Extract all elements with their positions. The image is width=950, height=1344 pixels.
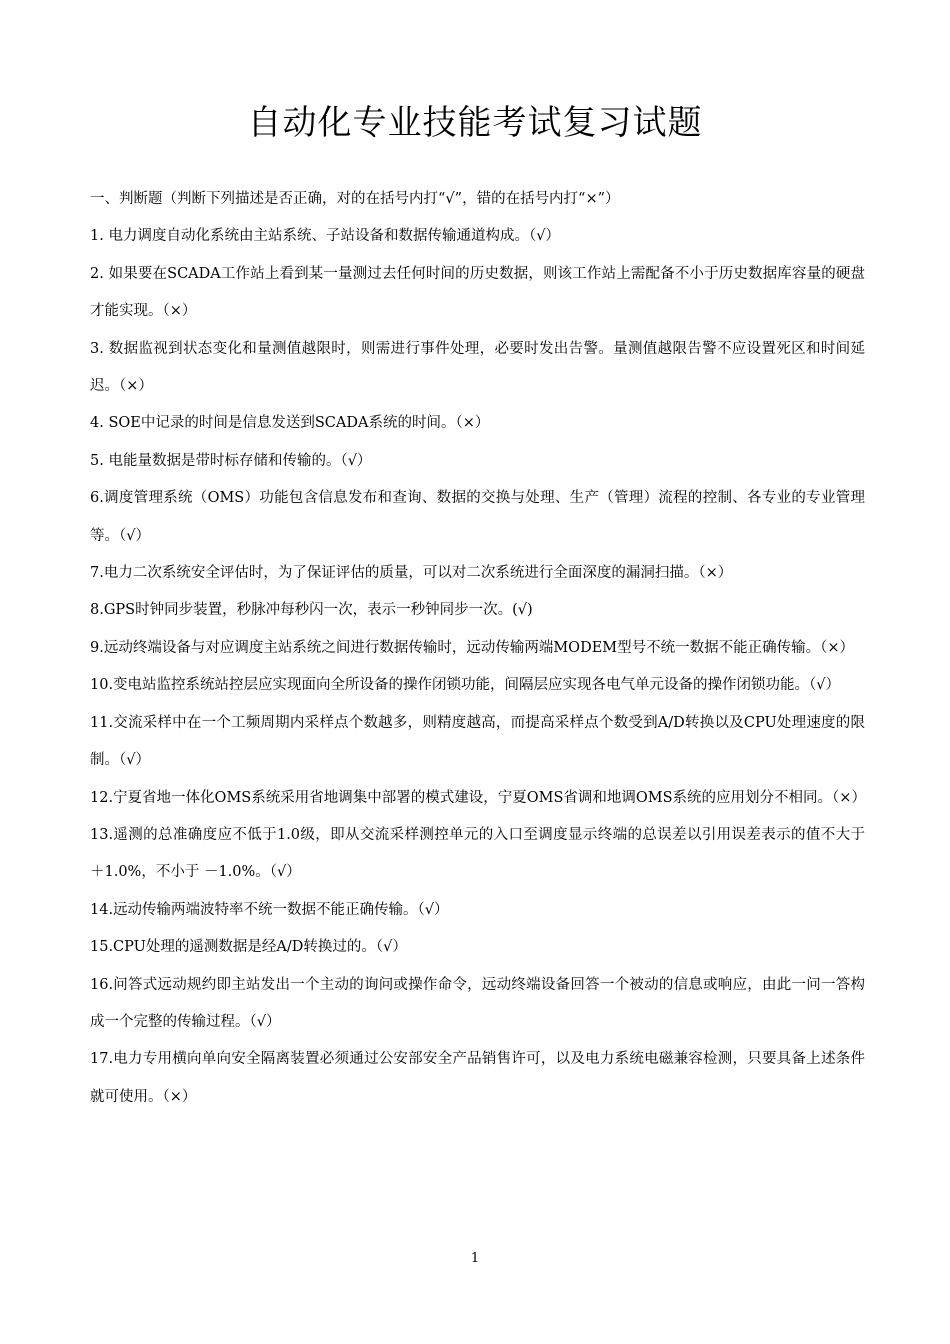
document-title: 自动化专业技能考试复习试题	[247, 102, 703, 143]
question-item: 14.远动传输两端波特率不统一数据不能正确传输。（√）	[90, 901, 449, 918]
question-item: 12.宁夏省地一体化OMS系统采用省地调集中部署的模式建设，宁夏OMS省调和地调OMS系统的应用划分不相同。（×）	[90, 789, 866, 806]
question-item: 8.GPS时钟同步装置，秒脉冲每秒闪一次，表示一秒钟同步一次。(√)	[90, 602, 533, 619]
question-item: 5. 电能量数据是带时标存储和传输的。（√）	[90, 452, 372, 469]
question-item: 10.变电站监控系统站控层应实现面向全所设备的操作闭锁功能，间隔层应实现各电气单元设备的操作闭锁功能。（√）	[90, 677, 841, 694]
question-item: 15.CPU处理的遥测数据是经A/D转换过的。（√）	[90, 939, 407, 956]
question-item: 3. 数据监视到状态变化和量测值越限时，则需进行事件处理，必要时发出告警。量测值越限告警不应设置死区和时间延迟。（×）	[90, 340, 865, 395]
question-item: 13.遥测的总准确度应不低于1.0级，即从交流采样测控单元的入口至调度显示终端的总误差以引用误差表示的值不大于 ＋1.0%，不小于 －1.0%。（√）	[90, 826, 865, 881]
question-item: 11.交流采样中在一个工频周期内采样点个数越多，则精度越高，而提高采样点个数受到A/D转换以及CPU处理速度的限制。（√）	[90, 714, 865, 769]
question-section	[90, 181, 865, 1116]
question-item: 6.调度管理系统（OMS）功能包含信息发布和查询、数据的交换与处理、生产（管理）流程的控制、各专业的专业管理等。（√）	[90, 490, 865, 544]
question-item: 17.电力专用横向单向安全隔离装置必须通过公安部安全产品销售许可，以及电力系统电磁兼容检测，只要具备上述条件就可使用。（×）	[90, 1051, 865, 1105]
question-item: 16.问答式远动规约即主站发出一个主动的询问或操作命令，远动终端设备回答一个被动的信息或响应，由此一问一答构成一个完整的传输过程。（√）	[90, 976, 865, 1030]
section-heading: 一、判断题（判断下列描述是否正确，对的在括号内打“√”，错的在括号内打“×”）	[90, 191, 620, 207]
question-item: 7.电力二次系统安全评估时，为了保证评估的质量，可以对二次系统进行全面深度的漏洞扫描。（×）	[90, 565, 733, 582]
question-item: 1. 电力调度自动化系统由主站系统、子站设备和数据传输通道构成。（√）	[90, 228, 560, 245]
question-item: 9.远动终端设备与对应调度主站系统之间进行数据传输时，远动传输两端MODEM型号不统一数据不能正确传输。（×）	[90, 639, 855, 656]
question-item: 4. SOE中记录的时间是信息发送到SCADA系统的时间。（×）	[90, 415, 490, 432]
page-number: 1	[470, 1251, 480, 1266]
question-item: 2. 如果要在SCADA工作站上看到某一量测过去任何时间的历史数据，则该工作站上需配备不小于历史数据库容量的硬盘才能实现。（×）	[90, 265, 865, 320]
